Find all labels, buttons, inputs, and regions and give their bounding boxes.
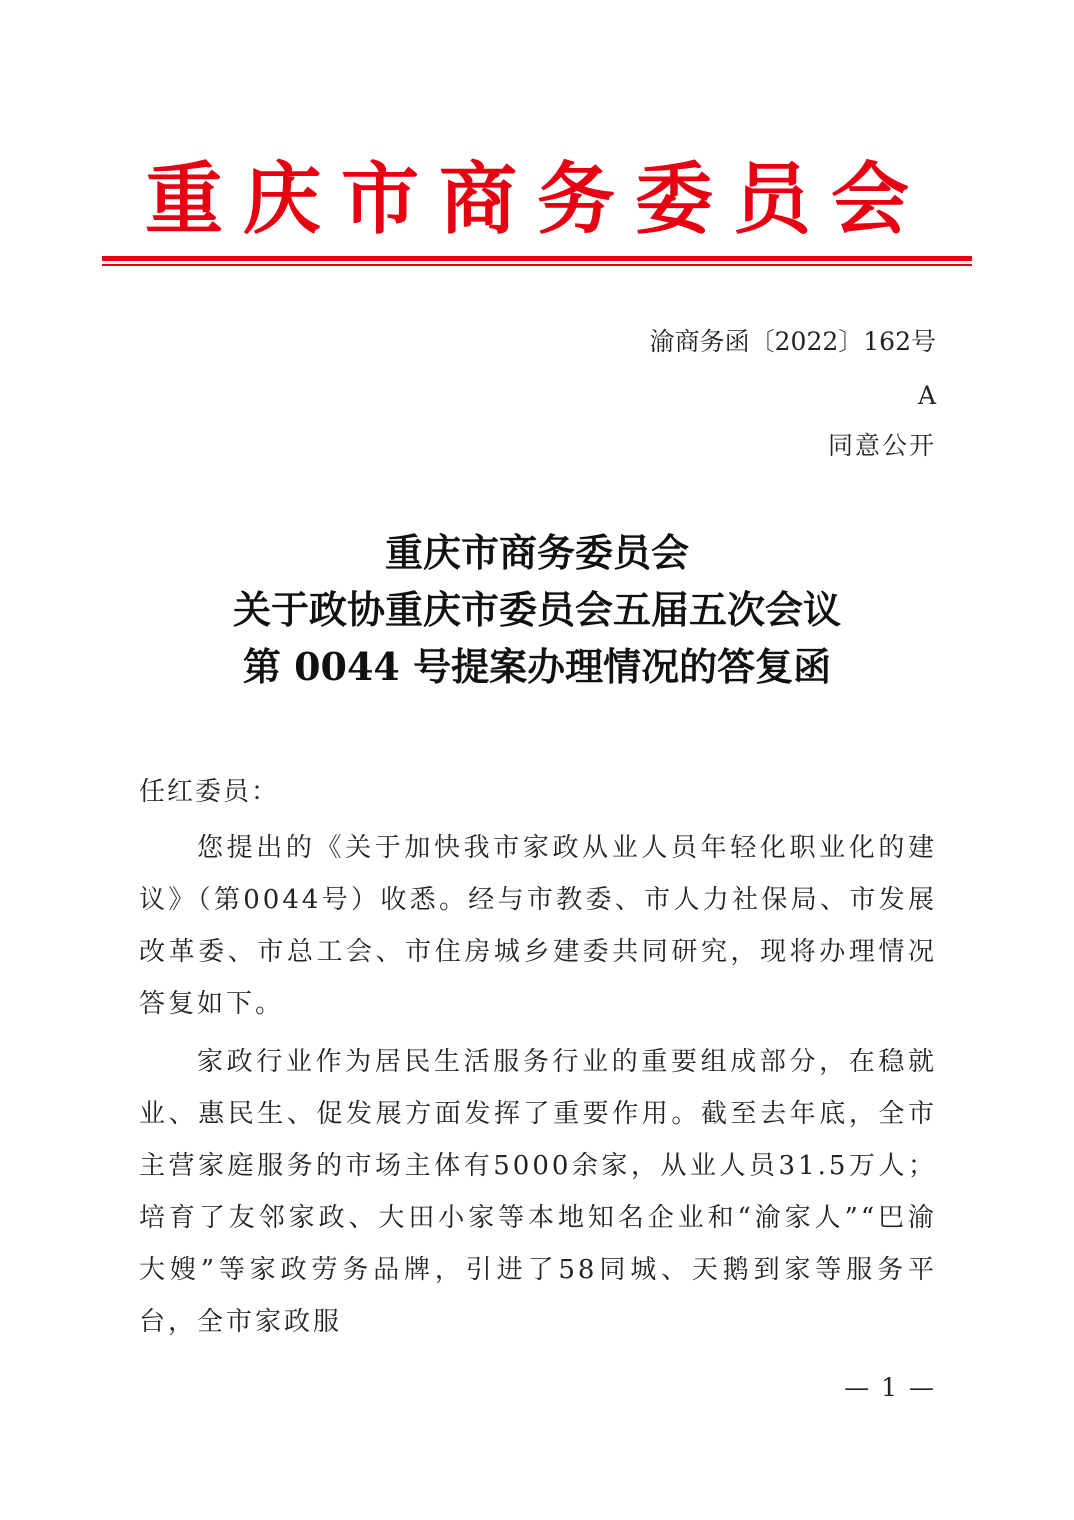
body-paragraph-1: 您提出的《关于加快我市家政从业人员年轻化职业化的建议》（第0044号）收悉。经与市教委、市人力社保局、市发展改革委、市总工会、市住房城乡建委共同研究，现将办理情况答复如下。 <box>139 833 937 1019</box>
disclosure-status: 同意公开 <box>827 431 936 460</box>
title-line-2: 关于政协重庆市委员会五届五次会议 <box>232 587 841 632</box>
title-line-1: 重庆市商务委员会 <box>384 530 689 575</box>
masthead-rule-thin <box>102 264 972 266</box>
masthead-title: 重庆市商务委员会 <box>144 154 929 245</box>
document-number: 渝商务函〔2022〕162号 <box>649 327 936 356</box>
title-line-3: 第 0044 号提案办理情况的答复函 <box>242 644 832 689</box>
document-level: A <box>917 381 936 410</box>
page-number: — 1 — <box>844 1373 936 1402</box>
masthead-rule-thick <box>102 256 972 261</box>
salutation: 任红委员： <box>139 777 280 807</box>
document-title <box>100 524 974 695</box>
body-paragraph-2: 家政行业作为居民生活服务行业的重要组成部分，在稳就业、惠民生、促发展方面发挥了重要作用。截至去年底，全市主营家庭服务的市场主体有5000余家，从业人员31.5万人；培育了友邻家政、大田小家等本地知名企业和“渝家人”“巴渝大嫂”等家政劳务品牌，引进了58同城、天鹅到家等服务平台，全市家政服 <box>139 1047 937 1337</box>
